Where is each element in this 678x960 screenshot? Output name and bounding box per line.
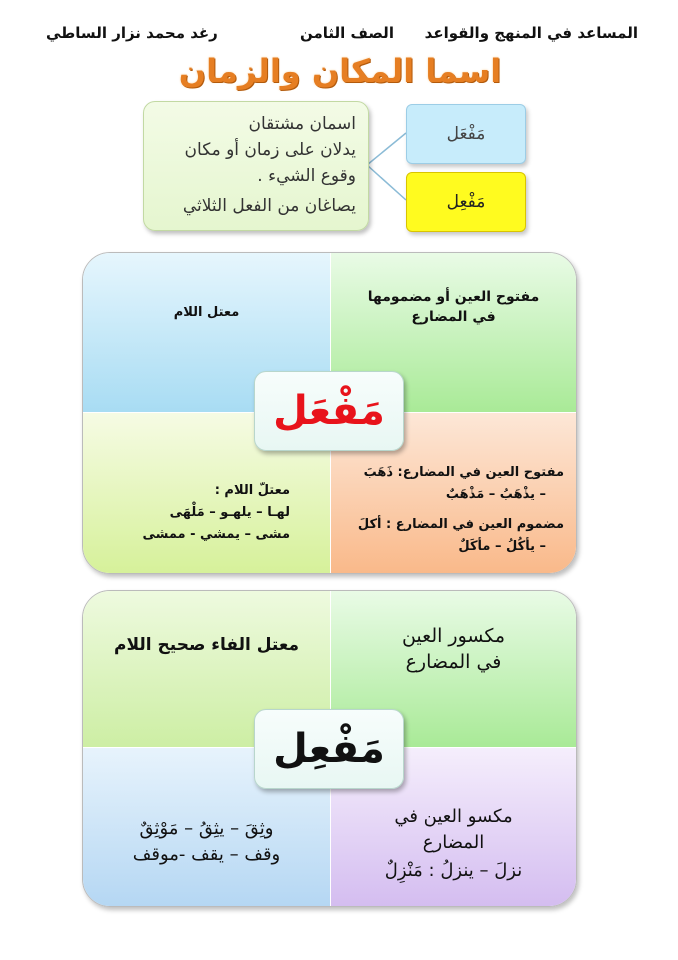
pattern-center-mafal: مَفْعَل bbox=[254, 371, 404, 451]
example-text: – يذْهَبُ – مَذْهَبٌ bbox=[445, 487, 546, 502]
definition-line: اسمان مشتقان bbox=[248, 114, 356, 134]
example-text: معتلّ اللام : bbox=[214, 483, 290, 498]
page-title: اسما المكان والزمان bbox=[178, 52, 502, 90]
connector-line-top bbox=[367, 133, 406, 165]
example-text: مشى – يمشي - ممشى bbox=[142, 527, 290, 542]
definition-line: يدلان على زمان أو مكان bbox=[184, 140, 356, 160]
rule-text: مكسور العين bbox=[401, 625, 506, 647]
rule-text: معتل اللام bbox=[173, 305, 240, 320]
header-grade: الصف الثامن bbox=[300, 24, 394, 42]
header-author-series: المساعد في المنهج والقواعد bbox=[424, 24, 638, 42]
definition-line: وقوع الشيء . bbox=[257, 166, 356, 186]
rule-text: مفتوح العين أو مضمومها bbox=[367, 289, 540, 305]
header-author-name: رغد محمد نزار الساطي bbox=[46, 24, 218, 42]
example-text: مكسو العين في bbox=[394, 806, 513, 827]
rule-text: معتل الفاء صحيح اللام bbox=[114, 635, 299, 655]
example-text: وثِقَ – يثِقُ – مَوْثِقٌ bbox=[139, 818, 274, 839]
pattern-box-mafil: مَفْعِل bbox=[406, 172, 526, 232]
example-text: وقف – يقف -موقف bbox=[132, 844, 281, 865]
rule-text: في المضارع bbox=[411, 309, 496, 325]
example-text: المضارع bbox=[422, 832, 485, 853]
example-text: مفتوح العين في المضارع: ذَهَبَ bbox=[363, 465, 564, 480]
rule-text: في المضارع bbox=[405, 651, 502, 673]
example-text: نزلَ – ينزلُ : مَنْزِلٌ bbox=[384, 860, 523, 881]
example-text: – يأكُلُ – مأكَلٌ bbox=[458, 539, 546, 554]
pattern-box-mafal: مَفْعَل bbox=[406, 104, 526, 164]
definition-box bbox=[143, 101, 369, 231]
definition-line: يصاغان من الفعل الثلاثي bbox=[182, 196, 356, 216]
example-text: مضموم العين في المضارع : أكلَ bbox=[357, 517, 564, 532]
example-text: لهـا – يلهـو – مَلْهَى bbox=[169, 505, 290, 520]
connector-line-bottom bbox=[367, 165, 406, 200]
pattern-center-mafil: مَفْعِل bbox=[254, 709, 404, 789]
